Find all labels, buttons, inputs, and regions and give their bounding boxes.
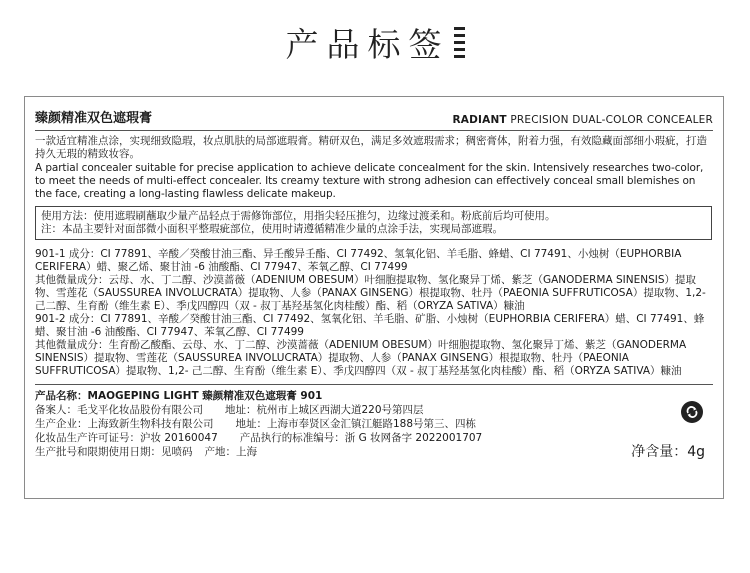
usage-box (35, 206, 712, 240)
filer: 备案人：毛戈平化妆品股份有限公司 (35, 404, 203, 416)
usage-note: 注：本品主要针对面部微小面积平整瑕疵部位，使用时请遵循精准少量的点涂手法，实现局部遮瑕。 (41, 223, 503, 235)
divider (35, 384, 713, 385)
product-label-card (24, 96, 724, 499)
product-title-zh: 臻颜精准双色遮瑕膏 (35, 111, 153, 126)
ingredients-901-1-minor: 其他微量成分：云母、水、丁二醇、沙漠蔷薇（ADENIUM OBESUM）叶细胞提取物、氢化聚异丁烯、紫芝（GANODERMA SINENSIS）提取物、雪莲花（SAUSSUREA INVOLUCRATA）提取物、人参（PANAX GINSENG）根提取物、牡丹（PAEONIA SUFFRUTICOSA）提取物、1,2- 己二醇、生育酚（维生素 E）、季戊四醇四（双 - 叔丁基羟基氢化肉桂酸）酯、稻（ORYZA SATIVA）糠油 (35, 274, 706, 312)
page-header (0, 0, 750, 84)
origin: 产地：上海 (204, 446, 257, 458)
description-zh: 一款适宜精准点涂，实现细致隐瑕，妆点肌肤的局部遮瑕膏。精研双色，满足多效遮瑕需求；稠密膏体，附着力强，有效隐藏面部细小瑕疵，打造持久无瑕的精致妆容。 (35, 135, 707, 160)
usage-instructions: 使用方法：使用遮瑕刷蘸取少量产品轻点于需修饰部位，用指尖轻压推匀，边缘过渡柔和。粉底前后均可使用。 (41, 210, 556, 222)
filer-address: 地址：杭州市上城区西湖大道220号第四层 (225, 404, 424, 416)
batch-row (35, 445, 713, 459)
license-row (35, 431, 713, 445)
product-title-en (452, 114, 713, 126)
batch: 生产批号和限期使用日期：见喷码 (35, 446, 193, 458)
manufacturer: 生产企业：上海致新生物科技有限公司 (35, 418, 214, 430)
recycle-icon (681, 401, 703, 423)
product-title-en-bold: RADIANT (452, 114, 507, 126)
net-content: 净含量：4g (631, 444, 705, 460)
standard: 产品执行的标准编号：浙 G 妆网备字 2022001707 (239, 432, 483, 444)
ingredients-section (35, 248, 713, 378)
ingredients-901-1: 901-1 成分：CI 77891、辛酸／癸酸甘油三酯、异壬酸异壬酯、CI 77492、氢氧化铝、羊毛脂、蜂蜡、CI 77491、小烛树（EUPHORBIA CERIFERA）蜡、聚乙烯、聚甘油 -6 油酸酯、CI 77947、苯氧乙醇、CI 77499 (35, 248, 682, 273)
product-name: 产品名称：MAOGEPING LIGHT 臻颜精准双色遮瑕膏 901 (35, 390, 323, 402)
filer-row (35, 403, 713, 417)
product-title-en-rest: PRECISION DUAL-COLOR CONCEALER (506, 114, 713, 126)
license: 化妆品生产许可证号：沪妆 20160047 (35, 432, 218, 444)
product-info-section (35, 389, 713, 459)
ingredients-901-2-minor: 其他微量成分：生育酚乙酸酯、云母、水、丁二醇、沙漠蔷薇（ADENIUM OBESUM）叶细胞提取物、氢化聚异丁烯、紫芝（GANODERMA SINENSIS）提取物、雪莲花（SAUSSUREA INVOLUCRATA）提取物、人参（PANAX GINSENG）根提取物、牡丹（PAEONIA SUFFRUTICOSA）提取物、1,2- 己二醇、生育酚（维生素 E）、季戊四醇四（双 - 叔丁基羟基氢化肉桂酸）酯、稻（ORYZA SATIVA）糠油 (35, 339, 687, 377)
description-en: A partial concealer suitable for precise application to achieve delicate concealment for the skin. Intensively researches two-color, to meet the needs of multi-effect concealer. Its creamy texture with strong adhesion can effectively conceal small blemishes on the face, creating a long-lasting flawless delicate makeup. (35, 162, 704, 200)
manufacturer-address: 地址：上海市奉贤区金汇镇江艇路188号第三、四栋 (235, 418, 477, 430)
manufacturer-row (35, 417, 713, 431)
menu-bars-icon (454, 27, 465, 58)
label-title-row (35, 107, 713, 131)
ingredients-901-2: 901-2 成分：CI 77891、辛酸／癸酸甘油三酯、CI 77492、氢氧化铝、羊毛脂、矿脂、小烛树（EUPHORBIA CERIFERA）蜡、CI 77491、蜂蜡、聚甘油 -6 油酸酯、CI 77947、苯氧乙醇、CI 77499 (35, 313, 705, 338)
page-title: 产品标签 (285, 24, 450, 64)
